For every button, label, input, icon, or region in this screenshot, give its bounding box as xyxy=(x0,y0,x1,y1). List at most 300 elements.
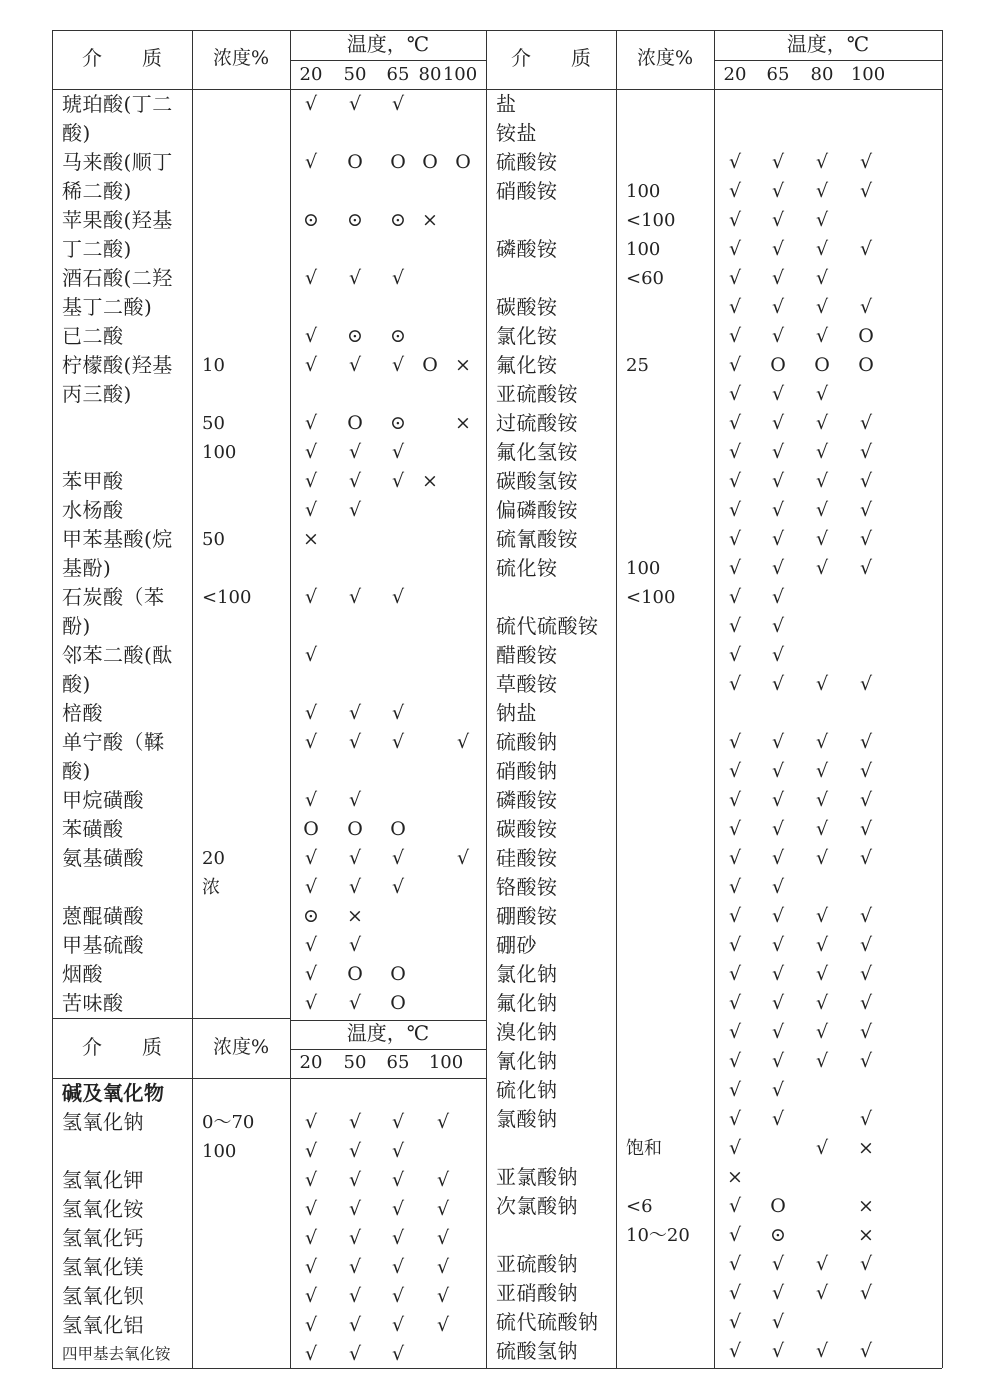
header-conc-bases: 浓度% xyxy=(212,1036,270,1058)
concentration-value: 10～20 xyxy=(626,1225,690,1246)
resistance-mark: √ xyxy=(728,1282,742,1304)
resistance-mark: √ xyxy=(859,818,873,840)
header-medium-right: 介 质 xyxy=(511,46,591,70)
resistance-mark: √ xyxy=(348,1198,362,1220)
grid-line xyxy=(192,30,193,1368)
resistance-mark: √ xyxy=(859,238,873,260)
resistance-mark: √ xyxy=(391,1169,405,1191)
resistance-mark: √ xyxy=(456,731,470,753)
resistance-mark: √ xyxy=(815,528,829,550)
resistance-mark: √ xyxy=(348,1227,362,1249)
resistance-mark: √ xyxy=(304,267,318,289)
resistance-mark: √ xyxy=(391,267,405,289)
resistance-mark: √ xyxy=(304,1314,318,1336)
resistance-mark: √ xyxy=(859,296,873,318)
resistance-mark: O xyxy=(422,354,438,376)
medium-name: 碳酸氢铵 xyxy=(496,469,578,493)
header-temp-left: 温度，℃ xyxy=(346,32,430,56)
resistance-mark: √ xyxy=(304,1285,318,1307)
resistance-mark: √ xyxy=(728,354,742,376)
resistance-mark: √ xyxy=(391,731,405,753)
resistance-mark: √ xyxy=(815,818,829,840)
resistance-mark: √ xyxy=(348,441,362,463)
resistance-mark: √ xyxy=(348,992,362,1014)
resistance-mark: √ xyxy=(859,441,873,463)
medium-name: 氢氧化钡 xyxy=(62,1284,144,1308)
resistance-mark: √ xyxy=(728,615,742,637)
resistance-mark: √ xyxy=(348,470,362,492)
resistance-mark: √ xyxy=(391,470,405,492)
resistance-mark: O xyxy=(347,412,363,434)
resistance-mark: √ xyxy=(436,1256,450,1278)
resistance-mark: √ xyxy=(728,644,742,666)
resistance-mark: √ xyxy=(728,151,742,173)
medium-name: 苦味酸 xyxy=(62,991,124,1015)
resistance-mark: √ xyxy=(304,470,318,492)
resistance-mark: ⊙ xyxy=(770,1224,786,1246)
medium-name: 硫代硫酸铵 xyxy=(496,614,599,638)
concentration-value: 100 xyxy=(626,181,661,202)
grid-line xyxy=(290,30,291,1368)
resistance-mark: √ xyxy=(815,238,829,260)
resistance-mark: √ xyxy=(859,557,873,579)
resistance-mark: √ xyxy=(728,934,742,956)
resistance-mark: √ xyxy=(771,789,785,811)
resistance-mark: √ xyxy=(771,325,785,347)
medium-name: 基酚) xyxy=(62,556,112,580)
resistance-mark: √ xyxy=(815,470,829,492)
resistance-mark: × xyxy=(858,1137,874,1159)
medium-name: 铬酸铵 xyxy=(496,875,558,899)
resistance-mark: √ xyxy=(815,789,829,811)
resistance-mark: ⊙ xyxy=(303,209,319,231)
resistance-mark: O xyxy=(390,151,406,173)
medium-name: 偏磷酸铵 xyxy=(496,498,578,522)
resistance-mark: √ xyxy=(859,412,873,434)
resistance-mark: √ xyxy=(304,702,318,724)
resistance-mark: √ xyxy=(859,1108,873,1130)
resistance-mark: √ xyxy=(771,180,785,202)
resistance-mark: √ xyxy=(815,1340,829,1362)
resistance-mark: √ xyxy=(728,209,742,231)
resistance-mark: √ xyxy=(304,847,318,869)
grid-line xyxy=(942,30,943,1368)
resistance-mark: √ xyxy=(391,702,405,724)
medium-name: 单宁酸（鞣 xyxy=(62,730,165,754)
concentration-value: 50 xyxy=(202,529,225,550)
resistance-mark: √ xyxy=(815,383,829,405)
resistance-mark: √ xyxy=(728,876,742,898)
medium-name: 碳酸铵 xyxy=(496,295,558,319)
resistance-mark: √ xyxy=(728,586,742,608)
resistance-mark: √ xyxy=(304,1169,318,1191)
medium-name: 酸) xyxy=(62,672,91,696)
resistance-mark: √ xyxy=(859,760,873,782)
resistance-mark: √ xyxy=(771,470,785,492)
resistance-mark: √ xyxy=(436,1227,450,1249)
resistance-mark: √ xyxy=(391,354,405,376)
resistance-mark: √ xyxy=(304,934,318,956)
resistance-mark: √ xyxy=(815,905,829,927)
medium-name: 硼砂 xyxy=(496,933,537,957)
medium-name: 硝酸铵 xyxy=(496,179,558,203)
resistance-mark: O xyxy=(303,818,319,840)
resistance-mark: √ xyxy=(391,1343,405,1365)
resistance-mark: √ xyxy=(815,847,829,869)
resistance-mark: √ xyxy=(859,992,873,1014)
medium-name: 亚硫酸铵 xyxy=(496,382,578,406)
resistance-mark: √ xyxy=(348,731,362,753)
resistance-mark: √ xyxy=(728,731,742,753)
resistance-mark: √ xyxy=(859,1253,873,1275)
resistance-mark: √ xyxy=(436,1169,450,1191)
medium-name: 酸) xyxy=(62,121,91,145)
resistance-mark: √ xyxy=(815,1282,829,1304)
resistance-mark: √ xyxy=(728,1079,742,1101)
resistance-mark: √ xyxy=(728,1021,742,1043)
resistance-mark: √ xyxy=(771,992,785,1014)
medium-name: 亚硝酸钠 xyxy=(496,1281,578,1305)
resistance-mark: √ xyxy=(348,354,362,376)
medium-name: 马来酸(顺丁 xyxy=(62,150,173,174)
resistance-mark: √ xyxy=(771,1108,785,1130)
resistance-mark: √ xyxy=(348,847,362,869)
resistance-mark: √ xyxy=(771,615,785,637)
medium-name: 溴化钠 xyxy=(496,1020,558,1044)
resistance-mark: √ xyxy=(348,876,362,898)
header-temp-left-100: 100 xyxy=(442,64,478,85)
resistance-mark: √ xyxy=(304,1256,318,1278)
resistance-mark: √ xyxy=(728,267,742,289)
resistance-mark: √ xyxy=(304,992,318,1014)
medium-name: 碱及氧化物 xyxy=(62,1081,165,1105)
header-temp-bases-100: 100 xyxy=(428,1052,464,1073)
resistance-mark: √ xyxy=(728,1340,742,1362)
concentration-value: <6 xyxy=(626,1196,653,1217)
resistance-mark: √ xyxy=(859,789,873,811)
resistance-mark: × xyxy=(455,354,471,376)
resistance-mark: √ xyxy=(815,180,829,202)
medium-name: 甲基硫酸 xyxy=(62,933,144,957)
medium-name: 硅酸铵 xyxy=(496,846,558,870)
concentration-value: 浓 xyxy=(202,877,220,898)
resistance-mark: √ xyxy=(348,1343,362,1365)
header-temp-left-20: 20 xyxy=(299,64,323,85)
header-temp-left-65: 65 xyxy=(386,64,410,85)
resistance-mark: √ xyxy=(436,1314,450,1336)
resistance-mark: √ xyxy=(728,383,742,405)
resistance-mark: √ xyxy=(771,296,785,318)
resistance-mark: √ xyxy=(304,325,318,347)
medium-name: 基丁二酸) xyxy=(62,295,153,319)
resistance-mark: √ xyxy=(728,847,742,869)
medium-name: 硼酸铵 xyxy=(496,904,558,928)
resistance-mark: O xyxy=(390,818,406,840)
resistance-mark: √ xyxy=(391,1198,405,1220)
resistance-mark: √ xyxy=(771,1282,785,1304)
resistance-mark: ⊙ xyxy=(303,905,319,927)
resistance-mark: O xyxy=(347,818,363,840)
resistance-mark: √ xyxy=(728,1108,742,1130)
resistance-mark: O xyxy=(858,325,874,347)
medium-name: 氯化钠 xyxy=(496,962,558,986)
resistance-mark: √ xyxy=(304,876,318,898)
resistance-mark: √ xyxy=(728,963,742,985)
header-temp-bases-50: 50 xyxy=(343,1052,367,1073)
resistance-mark: √ xyxy=(771,818,785,840)
resistance-mark: × xyxy=(422,470,438,492)
resistance-mark: √ xyxy=(348,702,362,724)
resistance-mark: √ xyxy=(728,557,742,579)
resistance-mark: √ xyxy=(348,789,362,811)
resistance-mark: √ xyxy=(391,441,405,463)
resistance-mark: √ xyxy=(815,1253,829,1275)
resistance-mark: √ xyxy=(304,1227,318,1249)
resistance-mark: √ xyxy=(728,760,742,782)
resistance-mark: √ xyxy=(728,325,742,347)
resistance-mark: × xyxy=(347,905,363,927)
header-conc-right: 浓度% xyxy=(636,47,694,69)
resistance-mark: √ xyxy=(771,673,785,695)
resistance-mark: √ xyxy=(771,876,785,898)
medium-name: 氢氧化钠 xyxy=(62,1110,144,1134)
medium-name: 蒽醌磺酸 xyxy=(62,904,144,928)
header-temp-right-65: 65 xyxy=(766,64,790,85)
grid-line xyxy=(714,30,715,1368)
resistance-mark: √ xyxy=(348,586,362,608)
resistance-mark: √ xyxy=(391,586,405,608)
resistance-mark: √ xyxy=(728,441,742,463)
resistance-mark: √ xyxy=(771,1311,785,1333)
resistance-mark: × xyxy=(303,528,319,550)
resistance-mark: √ xyxy=(436,1111,450,1133)
resistance-mark: √ xyxy=(348,1256,362,1278)
resistance-mark: √ xyxy=(348,1314,362,1336)
medium-name: 磷酸铵 xyxy=(496,237,558,261)
resistance-mark: √ xyxy=(304,789,318,811)
resistance-mark: √ xyxy=(771,441,785,463)
medium-name: 醋酸铵 xyxy=(496,643,558,667)
medium-name: 已二酸 xyxy=(62,324,124,348)
resistance-mark: √ xyxy=(348,93,362,115)
resistance-mark: √ xyxy=(771,1050,785,1072)
resistance-mark: √ xyxy=(859,1050,873,1072)
resistance-mark: √ xyxy=(391,1140,405,1162)
medium-name: 丁二酸) xyxy=(62,237,132,261)
resistance-mark: √ xyxy=(728,673,742,695)
resistance-mark: √ xyxy=(728,412,742,434)
resistance-mark: √ xyxy=(728,470,742,492)
medium-name: 邻苯二酸(酞 xyxy=(62,643,173,667)
medium-name: 氯化铵 xyxy=(496,324,558,348)
resistance-mark: × xyxy=(422,209,438,231)
resistance-mark: √ xyxy=(771,731,785,753)
resistance-mark: √ xyxy=(391,1285,405,1307)
medium-name: 氢氧化铵 xyxy=(62,1197,144,1221)
medium-name: 苯甲酸 xyxy=(62,469,124,493)
resistance-mark: √ xyxy=(728,789,742,811)
resistance-mark: √ xyxy=(771,528,785,550)
concentration-value: 25 xyxy=(626,355,649,376)
header-temp-left-80: 80 xyxy=(418,64,442,85)
resistance-mark: √ xyxy=(304,93,318,115)
medium-name: 氢氧化铝 xyxy=(62,1313,144,1337)
medium-name: 铵盐 xyxy=(496,121,537,145)
resistance-mark: ⊙ xyxy=(347,325,363,347)
resistance-mark: √ xyxy=(771,383,785,405)
resistance-mark: √ xyxy=(728,1195,742,1217)
resistance-mark: √ xyxy=(304,412,318,434)
resistance-mark: √ xyxy=(771,557,785,579)
medium-name: 酒石酸(二羟 xyxy=(62,266,173,290)
medium-name: 碳酸铵 xyxy=(496,817,558,841)
medium-name: 氢氧化镁 xyxy=(62,1255,144,1279)
resistance-mark: √ xyxy=(859,470,873,492)
concentration-value: 100 xyxy=(626,558,661,579)
resistance-mark: √ xyxy=(815,412,829,434)
resistance-mark: √ xyxy=(815,296,829,318)
concentration-value: 10 xyxy=(202,355,225,376)
resistance-mark: √ xyxy=(391,876,405,898)
resistance-mark: √ xyxy=(304,1198,318,1220)
medium-name: 硝酸钠 xyxy=(496,759,558,783)
medium-name: 硫酸钠 xyxy=(496,730,558,754)
resistance-mark: √ xyxy=(771,760,785,782)
medium-name: 稀二酸) xyxy=(62,179,132,203)
medium-name: 琥珀酸(丁二 xyxy=(62,92,173,116)
medium-name: 酸) xyxy=(62,759,91,783)
resistance-mark: √ xyxy=(815,209,829,231)
medium-name: 硫化钠 xyxy=(496,1078,558,1102)
resistance-mark: √ xyxy=(728,238,742,260)
resistance-mark: √ xyxy=(859,1021,873,1043)
resistance-mark: √ xyxy=(348,499,362,521)
concentration-value: 100 xyxy=(202,1141,237,1162)
medium-name: 钠盐 xyxy=(496,701,537,725)
resistance-mark: √ xyxy=(815,731,829,753)
grid-line xyxy=(52,30,53,1368)
resistance-mark: √ xyxy=(728,528,742,550)
resistance-mark: √ xyxy=(728,1311,742,1333)
resistance-mark: √ xyxy=(859,963,873,985)
resistance-mark: √ xyxy=(304,1140,318,1162)
resistance-mark: √ xyxy=(859,847,873,869)
resistance-mark: √ xyxy=(771,209,785,231)
resistance-mark: √ xyxy=(771,1079,785,1101)
concentration-value: 饱和 xyxy=(626,1138,662,1159)
medium-name: 硫氰酸铵 xyxy=(496,527,578,551)
medium-name: 盐 xyxy=(496,92,517,116)
medium-name: 烟酸 xyxy=(62,962,103,986)
resistance-mark: √ xyxy=(771,586,785,608)
medium-name: 磷酸铵 xyxy=(496,788,558,812)
resistance-mark: O xyxy=(814,354,830,376)
resistance-mark: √ xyxy=(391,1227,405,1249)
medium-name: 丙三酸) xyxy=(62,382,132,406)
concentration-value: <60 xyxy=(626,268,664,289)
resistance-mark: √ xyxy=(728,1253,742,1275)
resistance-mark: √ xyxy=(728,905,742,927)
header-temp-right-100: 100 xyxy=(850,64,886,85)
resistance-mark: √ xyxy=(771,499,785,521)
resistance-mark: O xyxy=(770,354,786,376)
resistance-mark: √ xyxy=(771,905,785,927)
medium-name: 柠檬酸(羟基 xyxy=(62,353,173,377)
header-medium-bases: 介 质 xyxy=(82,1035,162,1059)
resistance-mark: √ xyxy=(304,1343,318,1365)
header-conc-left: 浓度% xyxy=(212,47,270,69)
resistance-mark: √ xyxy=(815,267,829,289)
resistance-mark: √ xyxy=(728,1137,742,1159)
header-temp-right-20: 20 xyxy=(723,64,747,85)
resistance-mark: √ xyxy=(859,499,873,521)
resistance-mark: √ xyxy=(859,731,873,753)
resistance-mark: O xyxy=(770,1195,786,1217)
resistance-mark: √ xyxy=(859,1340,873,1362)
concentration-value: <100 xyxy=(626,587,676,608)
grid-line xyxy=(486,30,487,1368)
resistance-mark: × xyxy=(858,1195,874,1217)
concentration-value: 0～70 xyxy=(202,1112,255,1133)
medium-name: 苹果酸(羟基 xyxy=(62,208,173,232)
resistance-mark: √ xyxy=(771,238,785,260)
resistance-mark: √ xyxy=(436,1198,450,1220)
resistance-mark: √ xyxy=(859,1282,873,1304)
resistance-mark: × xyxy=(858,1224,874,1246)
resistance-mark: √ xyxy=(348,1285,362,1307)
concentration-value: 100 xyxy=(626,239,661,260)
resistance-mark: √ xyxy=(348,1111,362,1133)
resistance-mark: √ xyxy=(391,1111,405,1133)
resistance-mark: √ xyxy=(815,673,829,695)
resistance-mark: √ xyxy=(728,992,742,1014)
resistance-mark: O xyxy=(347,151,363,173)
resistance-mark: √ xyxy=(728,180,742,202)
resistance-mark: × xyxy=(455,412,471,434)
resistance-mark: √ xyxy=(728,499,742,521)
resistance-mark: √ xyxy=(859,673,873,695)
resistance-mark: √ xyxy=(815,441,829,463)
resistance-mark: ⊙ xyxy=(347,209,363,231)
resistance-mark: √ xyxy=(304,1111,318,1133)
resistance-mark: O xyxy=(422,151,438,173)
resistance-mark: √ xyxy=(771,934,785,956)
resistance-mark: √ xyxy=(304,441,318,463)
resistance-mark: √ xyxy=(771,151,785,173)
medium-name: 甲苯基酸(烷 xyxy=(62,527,173,551)
resistance-mark: O xyxy=(347,963,363,985)
resistance-mark: √ xyxy=(348,267,362,289)
concentration-value: 100 xyxy=(202,442,237,463)
resistance-mark: √ xyxy=(771,1021,785,1043)
resistance-mark: O xyxy=(390,963,406,985)
medium-name: 次氯酸钠 xyxy=(496,1194,578,1218)
resistance-mark: √ xyxy=(815,1021,829,1043)
concentration-value: 20 xyxy=(202,848,225,869)
medium-name: 氯酸钠 xyxy=(496,1107,558,1131)
medium-name: 氟化钠 xyxy=(496,991,558,1015)
medium-name: 硫酸氢钠 xyxy=(496,1339,578,1363)
resistance-mark: ⊙ xyxy=(390,209,406,231)
resistance-mark: √ xyxy=(304,586,318,608)
resistance-mark: √ xyxy=(304,354,318,376)
resistance-mark: √ xyxy=(771,963,785,985)
resistance-mark: √ xyxy=(348,1140,362,1162)
medium-name: 氟化铵 xyxy=(496,353,558,377)
resistance-mark: √ xyxy=(815,992,829,1014)
medium-name: 亚氯酸钠 xyxy=(496,1165,578,1189)
resistance-mark: √ xyxy=(771,267,785,289)
